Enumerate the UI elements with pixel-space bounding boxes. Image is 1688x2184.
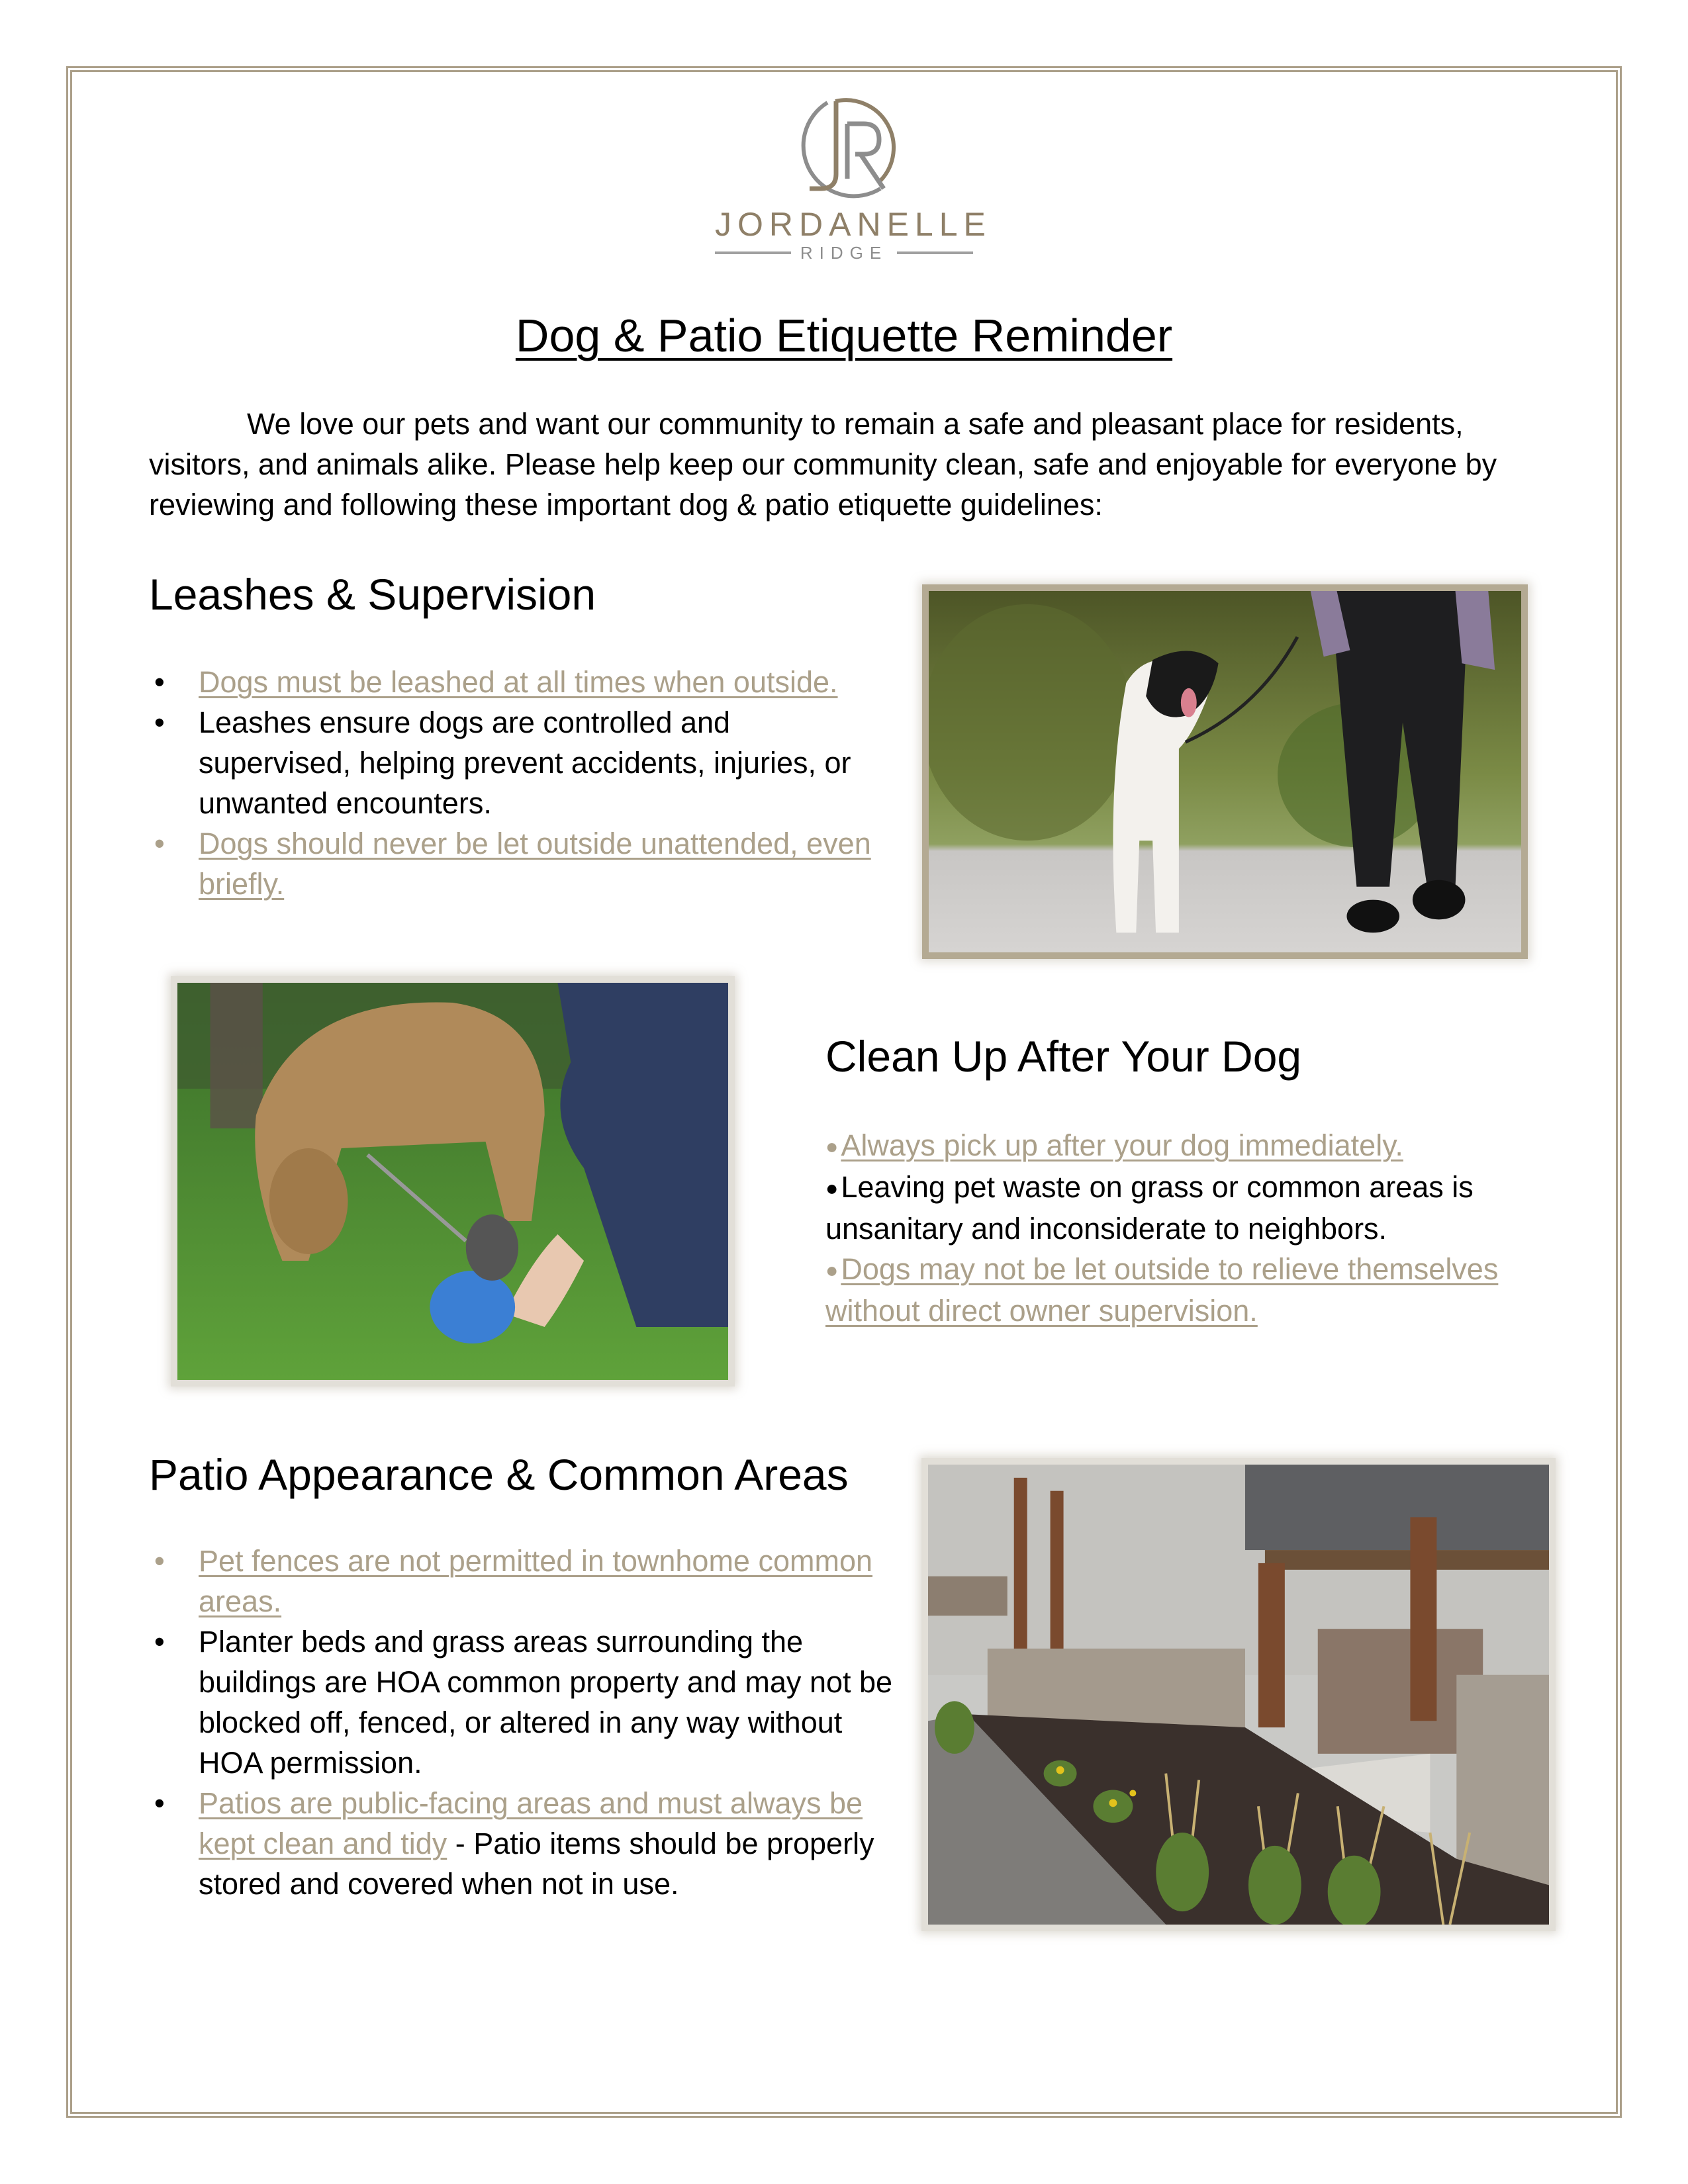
bullet-icon: • (154, 1544, 165, 1578)
list-item: • Dogs must be leashed at all times when outside. (149, 662, 890, 702)
leashes-bullet-list (149, 662, 890, 904)
logo-subname: RIDGE (800, 242, 888, 263)
bullet-icon: • (154, 1786, 165, 1820)
bullet-icon: • (154, 705, 165, 739)
bullet-icon: • (154, 827, 165, 860)
patio-bullet-list (149, 1541, 897, 1904)
list-item: • Planter beds and grass areas surrounding the buildings are HOA common property and may not be blocked off, fenced, or altered in any way without HOA permission. (149, 1621, 897, 1783)
photo-picking-up-dog-waste (171, 976, 735, 1387)
photo-townhome-patios-landscaping (921, 1458, 1556, 1931)
section-heading-cleanup: Clean Up After Your Dog (825, 1032, 1302, 1081)
list-item: • Dogs should never be let outside unattended, even briefly. (149, 823, 890, 904)
bullet-icon: ● (825, 1258, 839, 1282)
section-heading-patio: Patio Appearance & Common Areas (149, 1450, 849, 1499)
townhome-patio-image (928, 1465, 1549, 1925)
list-item: ●Leaving pet waste on grass or common areas is unsanitary and inconsiderate to neighbors. (825, 1170, 1474, 1246)
cleanup-bullet-list (825, 1125, 1554, 1331)
section-heading-leashes: Leashes & Supervision (149, 570, 596, 619)
list-item: • Leashes ensure dogs are controlled and supervised, helping prevent accidents, injuries, or unwanted encounters. (149, 702, 890, 823)
jr-monogram-icon (715, 96, 973, 202)
logo-subname-row (715, 243, 973, 263)
jordanelle-ridge-logo (715, 96, 992, 268)
dog-walking-image (929, 591, 1521, 952)
list-item: • Pet fences are not permitted in townhome common areas. (149, 1541, 897, 1621)
bullet-icon: ● (825, 1176, 839, 1200)
logo-name: JORDANELLE (715, 206, 992, 243)
logo-rule-right (897, 251, 973, 254)
list-item: ●Dogs may not be let outside to relieve themselves without direct owner supervision. (825, 1252, 1499, 1328)
bullet-icon: • (154, 1625, 165, 1659)
list-item: ●Always pick up after your dog immediately. (825, 1128, 1403, 1162)
page-title: Dog & Patio Etiquette Reminder (515, 310, 1173, 361)
list-item: • Patios are public-facing areas and must always be kept clean and tidy - Patio items should be properly stored and covered when not in use. (149, 1783, 897, 1904)
bullet-icon: • (154, 665, 165, 699)
bullet-icon: ● (825, 1134, 839, 1158)
logo-rule-left (715, 251, 791, 254)
photo-dog-walking-on-leash (922, 584, 1528, 959)
dog-cleanup-image (177, 983, 728, 1380)
intro-paragraph: We love our pets and want our community to remain a safe and pleasant place for residents, visitors, and animals alike. Please help keep our community clean, safe and enjoyable for everyone by reviewing and following these important dog & patio etiquette guidelines: (149, 407, 1497, 522)
